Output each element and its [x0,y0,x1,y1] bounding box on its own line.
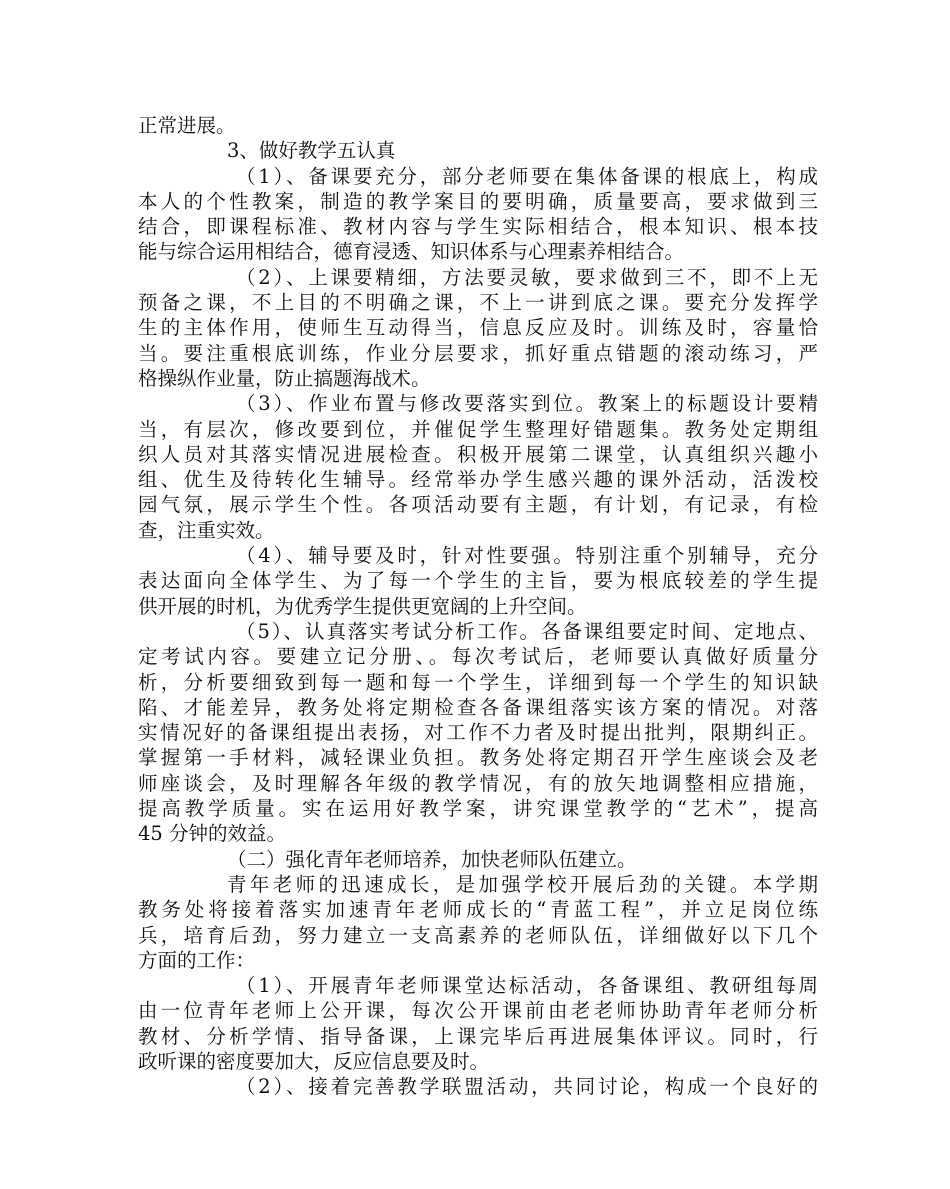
text-line: 供开展的时机，为优秀学生提供更宽阔的上升空间。 [138,594,587,618]
text-line: 45 分钟的效益。 [138,822,287,846]
text-line: 组、优生及待转化生辅导。经常举办学生感兴趣的课外活动，活泼校 [138,468,818,492]
text-line: （二）强化青年老师培养，加快老师队伍建立。 [227,847,637,871]
text-line: 表达面向全体学生、为了每一个学生的主旨，要为根底较差的学生提 [138,569,818,593]
text-line: （5）、认真落实考试分析工作。各备课组要定时间、定地点、 [236,619,818,643]
text-line: 预备之课，不上目的不明确之课，不上一讲到底之课。要充分发挥学 [138,291,818,315]
text-line: （3）、作业布置与修改要落实到位。教案上的标题设计要精 [236,392,818,416]
text-line: 正常进展。 [138,114,236,137]
text-line: 实情况好的备课组提出表扬，对工作不力者及时提出批判，限期纠正。 [138,721,818,745]
text-line: 提高教学质量。实在运用好教学案，讲究课堂教学的“艺术”，提高 [138,797,818,821]
text-line: 师座谈会，及时理解各年级的教学情况，有的放矢地调整相应措施， [138,771,818,795]
text-line: （4）、辅导要及时，针对性要强。特别注重个别辅导，充分 [236,544,818,568]
text-line: 青年老师的迅速成长，是加强学校开展后劲的关键。本学期 [227,872,818,896]
text-line: 兵，培育后劲，努力建立一支高素养的老师队伍，详细做好以下几个 [138,923,818,947]
document-body [138,113,818,1100]
text-line: 能与综合运用相结合，德育浸透、知识体系与心理素养相结合。 [138,240,685,264]
text-line: 政听课的密度要加大，反应信息要及时。 [138,1049,490,1073]
text-line: 3、做好教学五认真 [227,139,396,163]
text-line: 查，注重实效。 [138,518,275,542]
text-line: 方面的工作： [138,948,256,972]
text-line: 园气氛，展示学生个性。各项活动要有主题，有计划，有记录，有检 [138,493,818,517]
text-line: 当。要注重根底训练，作业分层要求，抓好重点错题的滚动练习，严 [138,341,818,365]
text-line: （1）、开展青年老师课堂达标活动，各备课组、教研组每周 [236,974,818,998]
text-line: 教材、分析学情、指导备课，上课完毕后再进展集体评议。同时，行 [138,1024,818,1048]
text-line: （2）、上课要精细，方法要灵敏，要求做到三不，即不上无 [236,265,818,289]
text-line: 教务处将接着落实加速青年老师成长的“青蓝工程”，并立足岗位练 [138,898,818,922]
text-line: （1）、备课要充分，部分老师要在集体备课的根底上，构成 [236,164,818,188]
text-line: 织人员对其落实情况进展检查。积极开展第二课堂，认真组织兴趣小 [138,442,818,466]
text-line: 析，分析要细致到每一题和每一个学生，详细到每一个学生的知识缺 [138,670,818,694]
text-line: 结合，即课程标准、教材内容与学生实际相结合，根本知识、根本技 [138,215,818,239]
text-line: 定考试内容。要建立记分册、。每次考试后，老师要认真做好质量分 [138,645,818,669]
text-line: 掌握第一手材料，减轻课业负担。教务处将定期召开学生座谈会及老 [138,746,818,770]
text-line: 生的主体作用，使师生互动得当，信息反应及时。训练及时，容量恰 [138,316,818,340]
text-line: 陷、才能差异，教务处将定期检查各备课组落实该方案的情况。对落 [138,695,818,719]
text-line: 本人的个性教案，制造的教学案目的要明确，质量要高，要求做到三 [138,189,818,213]
text-line: 由一位青年老师上公开课，每次公开课前由老老师协助青年老师分析 [138,999,818,1023]
text-line: 格操纵作业量，防止搞题海战术。 [138,366,431,390]
text-line: 当，有层次，修改要到位，并催促学生整理好错题集。教务处定期组 [138,417,818,441]
text-line: （2）、接着完善教学联盟活动，共同讨论，构成一个良好的 [236,1075,818,1099]
